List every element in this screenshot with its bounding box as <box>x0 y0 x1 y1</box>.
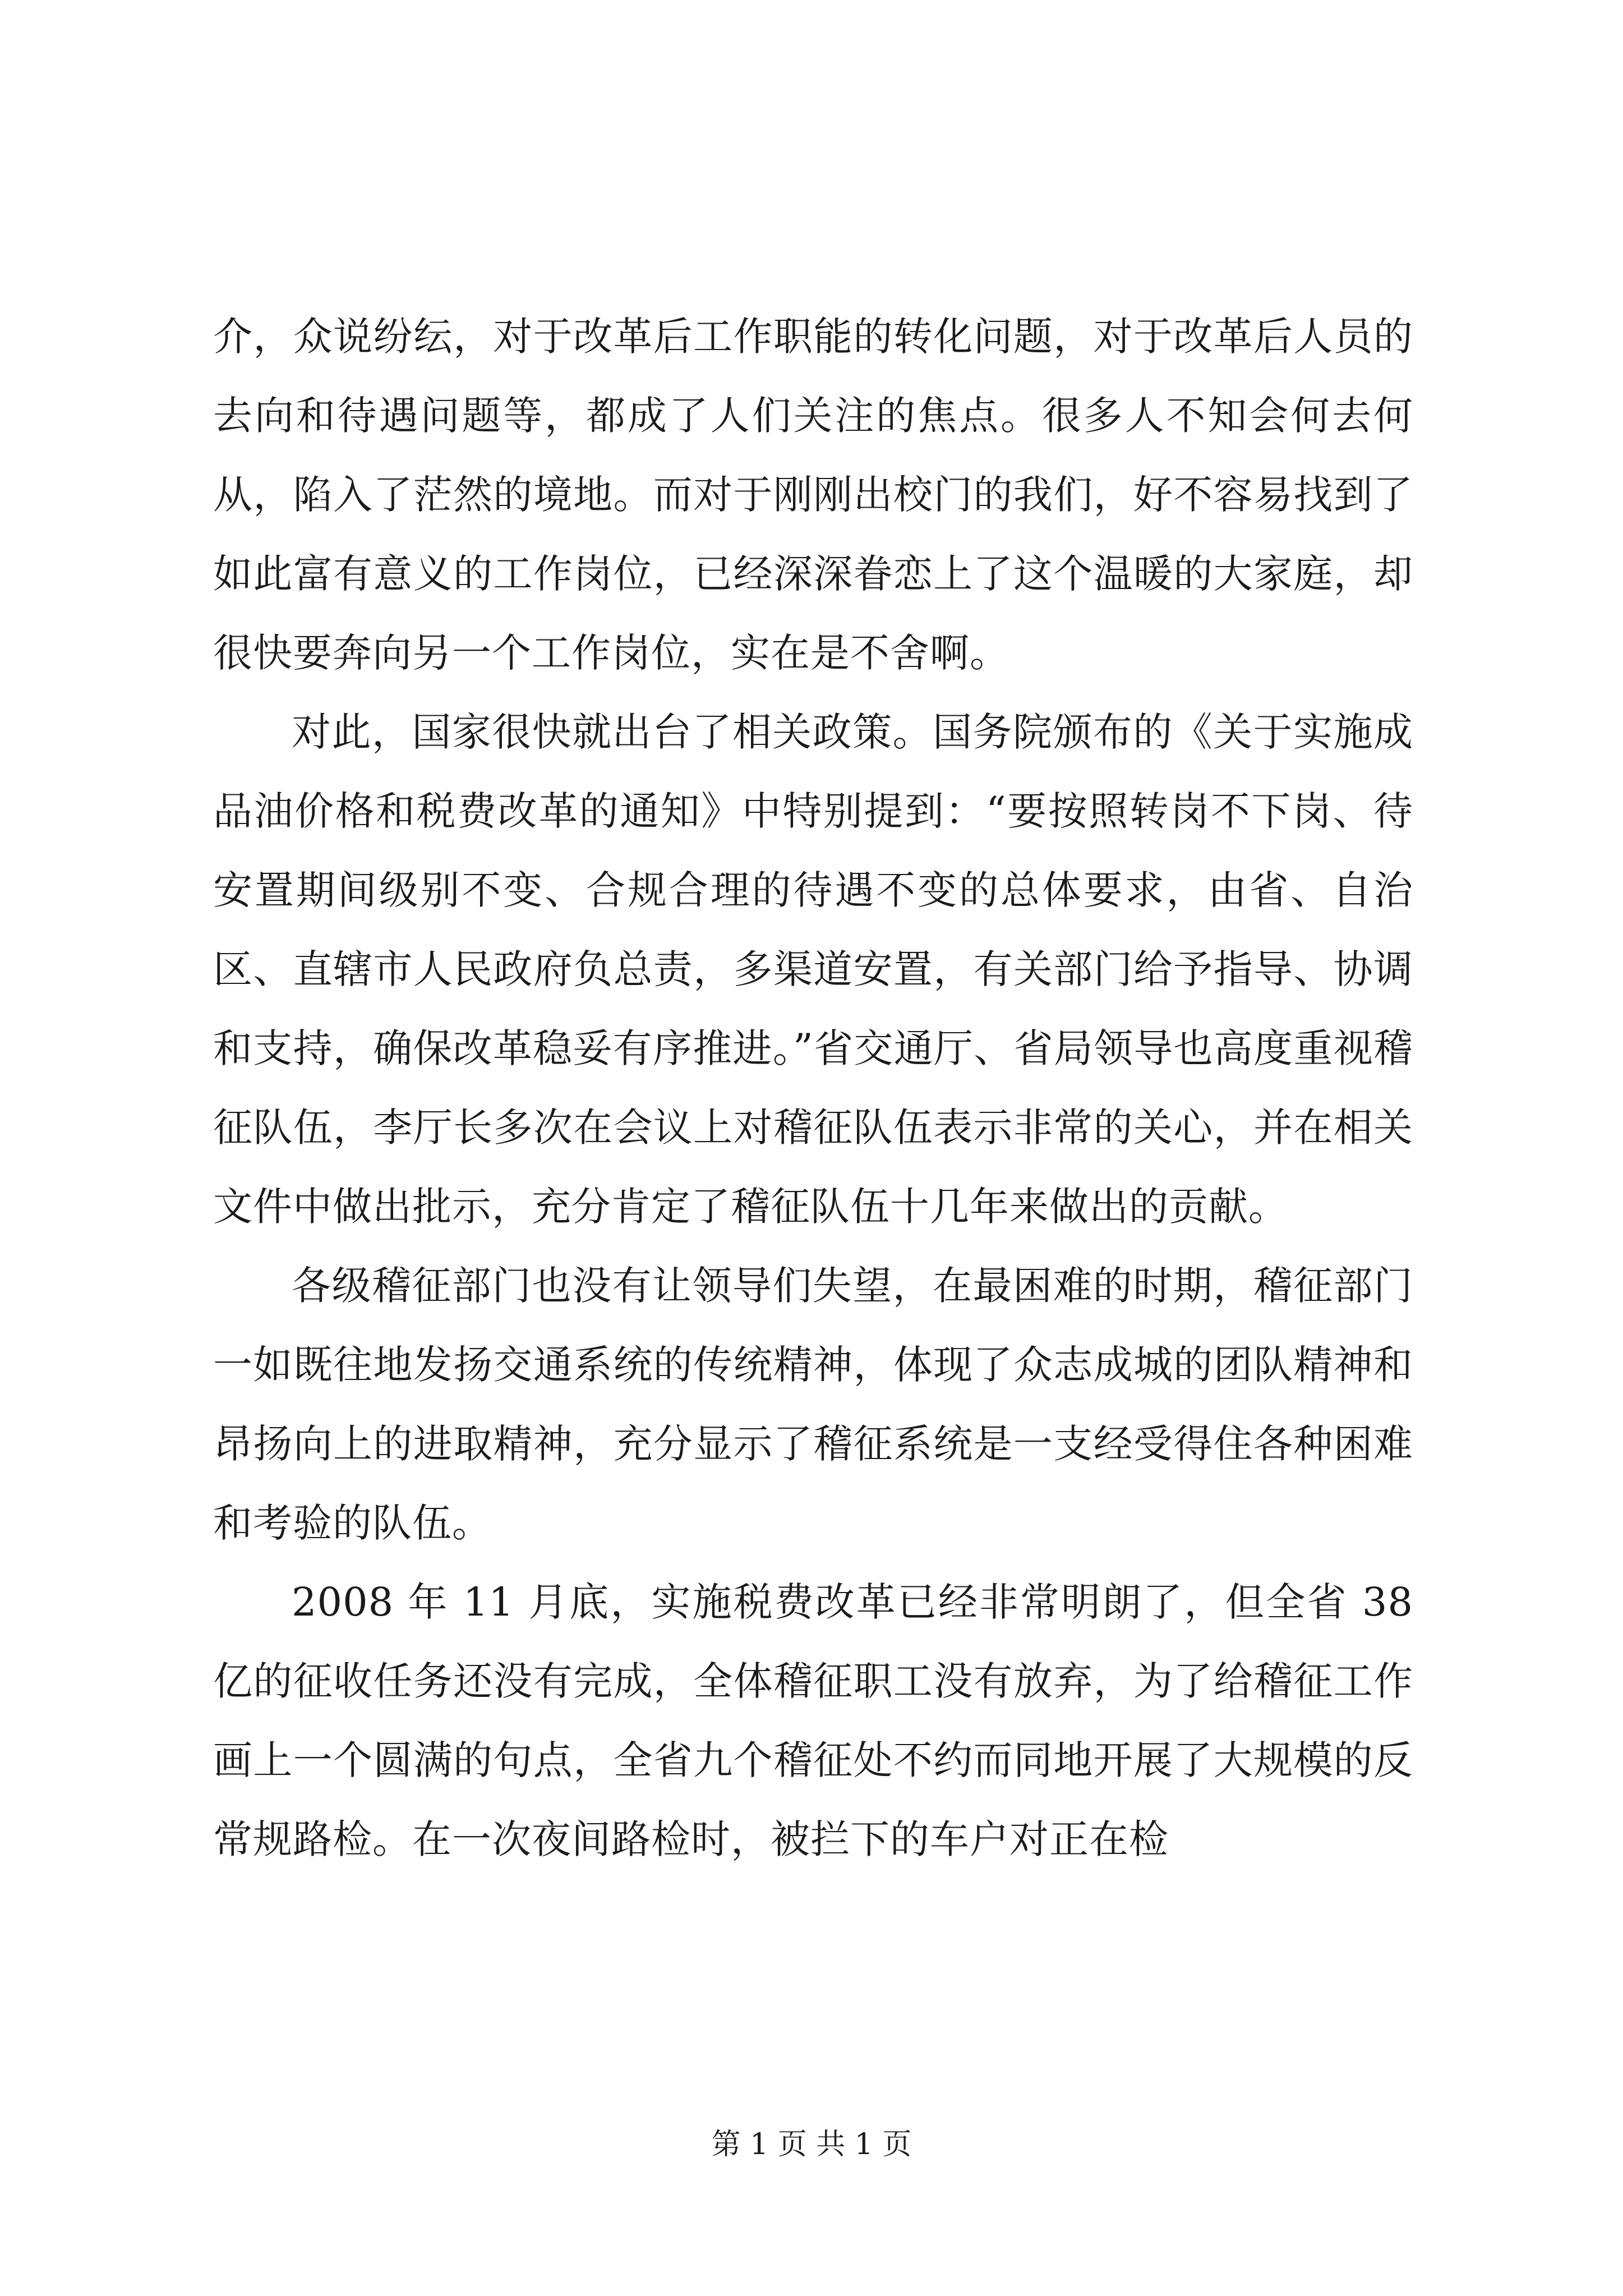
paragraph-4: 2008 年 11 月底，实施税费改革已经非常明朗了，但全省 38 亿的征收任务还没有完成，全体稽征职工没有放弃，为了给稽征工作画上一个圆满的句点，全省九个稽征处不约而同地开展了大规模的反常规路检。在一次夜间路检时，被拦下的车户对正在检 <box>213 1579 1413 1862</box>
paragraph-1: 介，众说纷纭，对于改革后工作职能的转化问题，对于改革后人员的去向和待遇问题等，都成了人们关注的焦点。很多人不知会何去何从，陷入了茫然的境地。而对于刚刚出校门的我们，好不容易找到了如此富有意义的工作岗位，已经深深眷恋上了这个温暖的大家庭，却很快要奔向另一个工作岗位，实在是不舍啊。 <box>213 314 1413 676</box>
document-body <box>213 297 1413 1879</box>
paragraph-2: 对此，国家很快就出台了相关政策。国务院颁布的《关于实施成品油价格和税费改革的通知》中特别提到：“要按照转岗不下岗、待安置期间级别不变、合规合理的待遇不变的总体要求，由省、自治区、直辖市人民政府负总责，多渠道安置，有关部门给予指导、协调和支持，确保改革稳妥有序推进。”省交通厅、省局领导也高度重视稽征队伍，李厅长多次在会议上对稽征队伍表示非常的关心，并在相关文件中做出批示，充分肯定了稽征队伍十几年来做出的贡献。 <box>213 709 1413 1230</box>
paragraph-3: 各级稽征部门也没有让领导们失望，在最困难的时期，稽征部门一如既往地发扬交通系统的传统精神，体现了众志成城的团队精神和昂扬向上的进取精神，充分显示了稽征系统是一支经受得住各种困难和考验的队伍。 <box>213 1263 1413 1546</box>
page-footer: 第 1 页 共 1 页 <box>711 2128 912 2161</box>
